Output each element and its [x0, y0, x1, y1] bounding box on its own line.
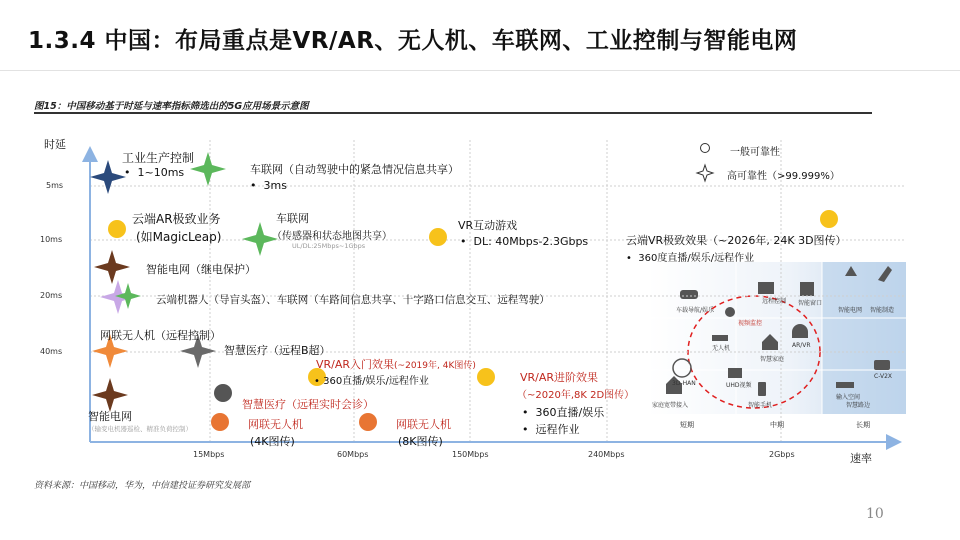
detail-uav-8k: (8K图传) — [398, 435, 443, 448]
label-v2x-sensor: 车联网 — [276, 212, 309, 225]
label-vr-game: VR互动游戏 — [458, 219, 518, 232]
marker-uav-8k — [359, 413, 377, 431]
page-title: 1.3.4 中国：布局重点是VR/AR、无人机、车联网、工业控制与智能电网 — [28, 28, 798, 54]
label-cloud-ar: 云端AR极致业务 — [132, 212, 221, 226]
y-axis-title: 时延 — [44, 138, 66, 151]
cv2x-icon — [874, 360, 890, 370]
detail-cloud-ar: (如MagicLeap) — [136, 230, 222, 244]
marker-cloud-vr — [820, 210, 838, 228]
uhd-video-icon — [728, 368, 742, 378]
panel-icon-label: C-V2X — [874, 373, 893, 380]
x-tick-label: 2Gbps — [769, 450, 795, 459]
x-tick-label: 240Mbps — [588, 450, 625, 459]
remote-control-icon — [758, 282, 774, 294]
note-v2x-sensor: UL/DL:25Mbps~1Gbps — [292, 242, 366, 250]
marker-v2x-emergency — [190, 152, 226, 186]
label-smart-grid-relay: 智能电网（继电保护） — [146, 263, 256, 276]
source-note: 资料来源：中国移动，华为，中信建投证券研究发展部 — [34, 481, 251, 491]
car-icon — [680, 290, 698, 299]
x-tick-label: 60Mbps — [337, 450, 369, 459]
label-vr-ar-entry: VR/AR入门效果(~2019年, 4K图传) — [316, 358, 476, 371]
marker-vr-ar-advanced — [477, 368, 495, 386]
panel-icon-label: 智能电网 — [838, 307, 863, 314]
panel-icon-label: 远程控制 — [762, 298, 787, 305]
label-medical-remote-b: 智慧医疗（远程B超） — [224, 344, 331, 357]
marker-industrial-control — [90, 160, 126, 194]
y-tick-label: 5ms — [46, 181, 64, 190]
marker-uav-4k — [211, 413, 229, 431]
panel-icon-label: 无人机 — [712, 345, 731, 352]
detail-v2x-sensor: （传感器和状态地图共享） — [272, 231, 392, 242]
smartphone-icon — [758, 382, 766, 396]
detail-cloud-vr: • 360度直播/娱乐/远程作业 — [626, 253, 755, 264]
label-v2x-emergency: 车联网（自动驾驶中的紧急情况信息共享） — [250, 163, 459, 176]
phase-mid: 中期 — [770, 421, 784, 429]
panel-longterm-band — [822, 262, 906, 414]
phase-short: 短期 — [680, 421, 694, 429]
legend-high-label: 高可靠性（>99.999%） — [727, 171, 840, 182]
marker-cloud-ar — [108, 220, 126, 238]
panel-icon-label: 智慧家庭 — [760, 356, 785, 363]
label-cloud-robot: 云端机器人（导盲头盔）、车联网（车路间信息共享、十字路口信息交互、远程驾驶） — [156, 294, 550, 306]
drone-icon — [712, 335, 728, 341]
panel-icon-label: 家庭宽带接入 — [652, 402, 689, 409]
detail-vr-ar-advanced-2: • 远程作业 — [522, 423, 580, 436]
legend-circle-icon — [701, 144, 710, 153]
road-icon — [836, 382, 854, 388]
label-uav-4k: 网联无人机 — [248, 418, 303, 431]
detail-vr-game: • DL: 40Mbps-2.3Gbps — [460, 235, 589, 248]
panel-icon-label: 智能手机 — [748, 402, 773, 409]
year-vr-ar-advanced: （~2020年,8K 2D图传） — [517, 390, 635, 401]
panel-icon-label: 智能窗口 — [798, 300, 823, 307]
detail-industrial-control: • 1~10ms — [124, 166, 185, 179]
label-uav-8k: 网联无人机 — [396, 418, 451, 431]
panel-icon-label: 智能制造 — [870, 307, 895, 314]
detail-vr-ar-entry: • 360直播/娱乐/远程作业 — [314, 376, 429, 387]
window-icon — [800, 282, 814, 296]
y-tick-label: 40ms — [40, 347, 63, 356]
panel-icon-label: 输入空间 — [836, 394, 861, 401]
x-tick-label: 15Mbps — [193, 450, 225, 459]
phase-long: 长期 — [856, 421, 870, 429]
label-vr-ar-advanced: VR/AR进阶效果 — [520, 371, 599, 384]
panel-icon-label: UHD视频 — [726, 382, 752, 389]
label-industrial-control: 工业生产控制 — [122, 151, 195, 165]
panel-icon-label: 智慧路边 — [846, 402, 871, 409]
legend-normal-label: 一般可靠性 — [730, 147, 780, 158]
note-smart-grid: （输变电机器巡检、精准负荷控制） — [88, 425, 192, 433]
marker-smart-grid-relay — [94, 250, 130, 284]
detail-v2x-emergency: • 3ms — [250, 179, 287, 192]
label-medical-consult: 智慧医疗（远程实时会诊） — [242, 398, 374, 411]
detail-vr-ar-advanced-1: • 360直播/娱乐 — [522, 406, 605, 419]
marker-medical-consult — [214, 384, 232, 402]
panel-icon-label: AR/VR — [792, 342, 811, 349]
y-tick-label: 20ms — [40, 291, 63, 300]
legend-star-icon — [697, 165, 713, 181]
y-tick-label: 10ms — [40, 235, 63, 244]
label-uav-remote: 网联无人机（远程控制） — [100, 329, 221, 342]
label-smart-grid: 智能电网 — [88, 410, 132, 423]
detail-uav-4k: (4K图传) — [250, 435, 295, 448]
scenario-panel — [648, 262, 906, 414]
panel-icon-label: 3D-HAN — [672, 380, 696, 387]
label-cloud-vr: 云端VR极致效果（~2026年, 24K 3D图传） — [626, 234, 847, 247]
marker-smart-grid — [92, 378, 128, 412]
x-axis-title: 速率 — [850, 452, 872, 465]
marker-vr-game — [429, 228, 447, 246]
page-number: 10 — [866, 506, 884, 522]
panel-icon-label: 车载导航/娱乐 — [676, 307, 715, 314]
figure-caption: 图15：中国移动基于时延与速率指标筛选出的5G应用场景示意图 — [34, 101, 309, 112]
x-tick-label: 150Mbps — [452, 450, 489, 459]
panel-icon-label: 视频监控 — [738, 320, 763, 327]
camera-icon — [725, 307, 735, 317]
